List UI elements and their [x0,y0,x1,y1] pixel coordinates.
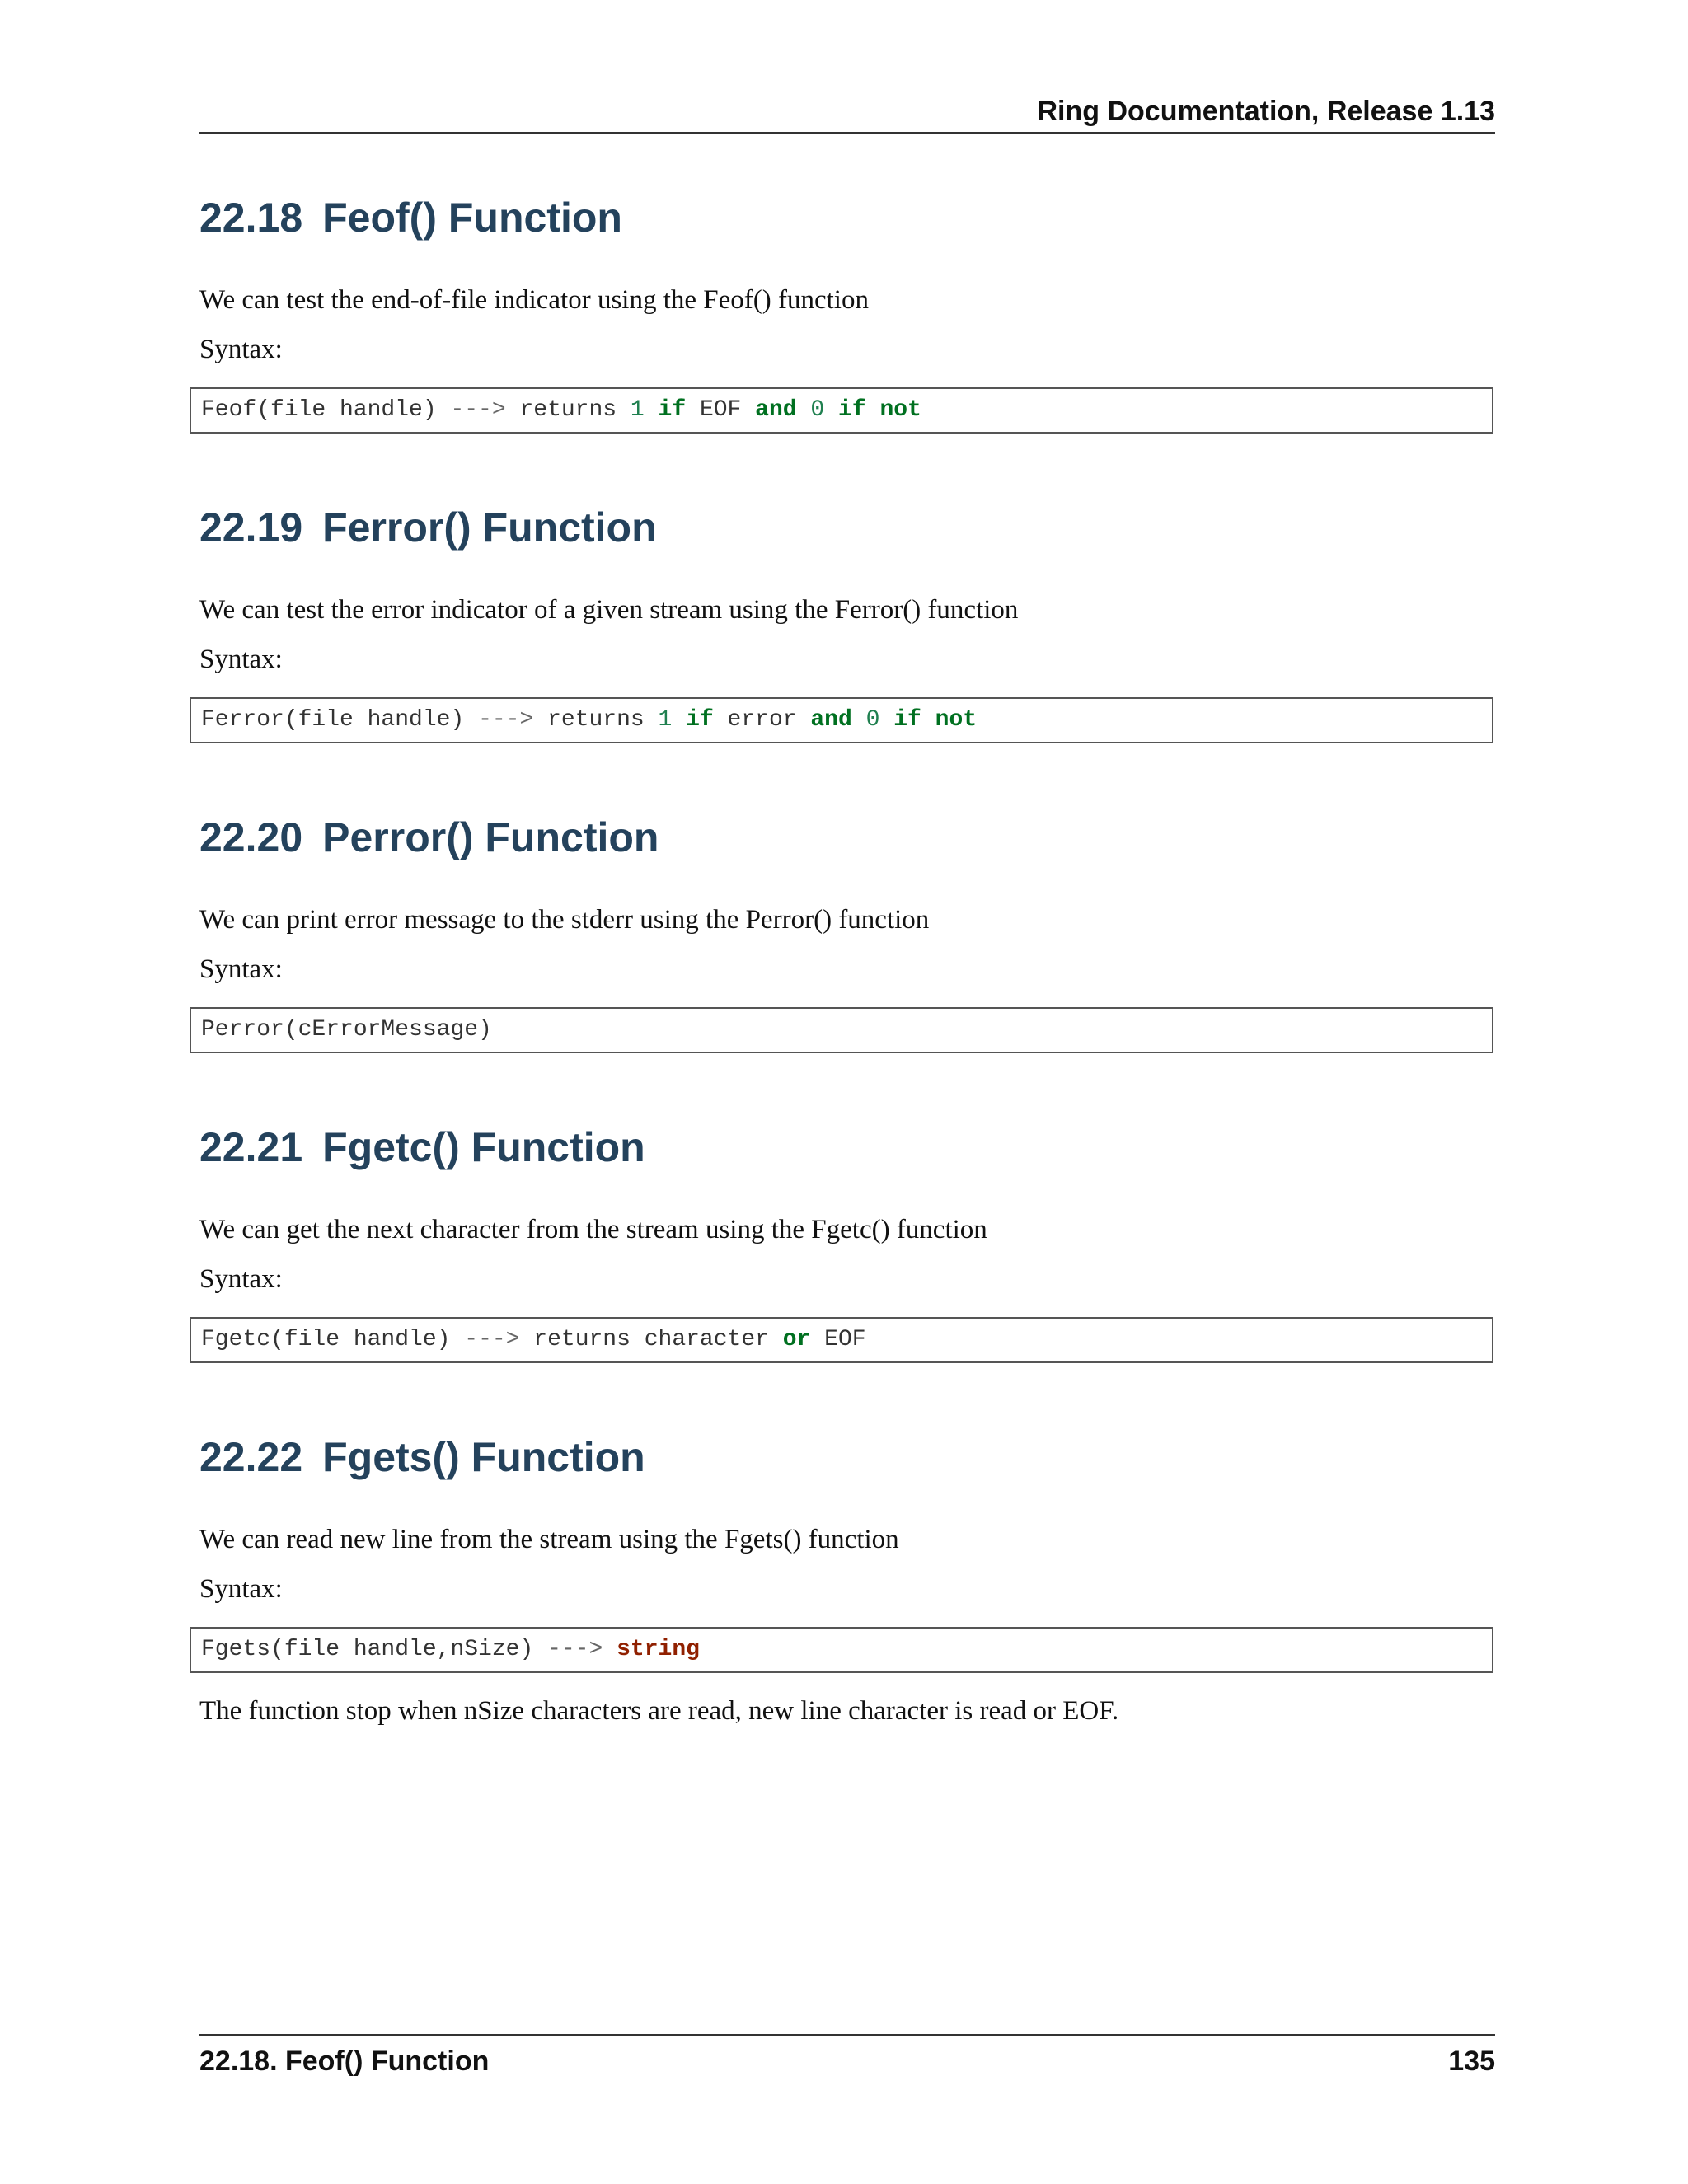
code-block [190,387,1493,434]
section-title: Ferror() Function [322,504,657,551]
section-description: We can test the end-of-file indicator using the Feof() function [199,285,869,315]
code-token-num: 0 [865,707,880,733]
page-footer [199,2034,1495,2077]
section-description: We can print error message to the stderr using the Perror() function [199,905,930,935]
code-token-plain [866,397,880,423]
section-number: 22.21 [199,1124,303,1170]
syntax-label: Syntax: [199,644,283,674]
code-token-num: 0 [810,397,825,423]
syntax-label: Syntax: [199,1574,283,1604]
section-title: Perror() Function [322,814,659,860]
section-perror [199,811,1495,1058]
section-heading [199,1121,1495,1174]
code-token-plain: Fgetc(file handle) [201,1327,465,1352]
code-token-plain: Feof(file handle) [201,397,451,423]
code-block [190,1627,1493,1673]
section-fgets [199,1431,1495,1760]
section-description: We can read new line from the stream using the Fgets() function [199,1525,899,1554]
code-token-plain: Fgets(file handle,nSize) [201,1637,548,1662]
document-title: Ring Documentation, Release 1.13 [1037,96,1495,127]
code-token-plain [603,1637,617,1662]
code-token-kw: if [686,707,714,733]
code-token-plain [824,397,838,423]
section-feof [199,191,1495,438]
code-block [190,1317,1493,1363]
code-token-kw: or [782,1327,811,1352]
section-fgetc [199,1121,1495,1368]
code-token-kw: if [838,397,866,423]
section-number: 22.20 [199,814,303,860]
section-description: We can test the error indicator of a given stream using the Ferror() function [199,595,1019,625]
code-token-op: ---> [464,1327,520,1352]
syntax-label: Syntax: [199,335,283,364]
code-token-plain [645,397,659,423]
footer-section-ref: 22.18. Feof() Function [199,2046,490,2077]
section-number: 22.22 [199,1434,303,1480]
code-token-kw: and [755,397,797,423]
section-title: Fgets() Function [322,1434,645,1480]
code-token-plain: Ferror(file handle) [201,707,479,733]
code-token-plain: returns character [519,1327,783,1352]
code-token-plain: EOF [686,397,756,423]
section-heading [199,811,1495,864]
code-token-kw: and [810,707,852,733]
code-token-plain [852,707,866,733]
code-token-op: ---> [450,397,506,423]
code-token-plain: returns [505,397,631,423]
code-token-plain: returns [533,707,659,733]
section-heading [199,1431,1495,1483]
code-token-op: ---> [478,707,534,733]
syntax-label: Syntax: [199,1264,283,1294]
section-heading [199,501,1495,554]
code-token-num: 1 [658,707,673,733]
code-token-plain [672,707,686,733]
section-description: We can get the next character from the stream using the Fgetc() function [199,1215,987,1244]
code-token-plain [797,397,811,423]
code-token-num: 1 [630,397,645,423]
code-token-plain: Perror(cErrorMessage) [201,1017,492,1043]
section-number: 22.18 [199,194,303,241]
code-token-op: ---> [547,1637,603,1662]
page-header [199,92,1495,134]
section-title: Feof() Function [322,194,622,241]
code-block [190,697,1493,743]
page-number: 135 [1448,2046,1495,2077]
code-token-kw: not [879,397,921,423]
code-token-plain: error [713,707,811,733]
code-token-plain [879,707,893,733]
section-heading [199,191,1495,244]
code-token-plain: EOF [810,1327,866,1352]
section-title: Fgetc() Function [322,1124,645,1170]
code-token-kw: not [935,707,978,733]
code-token-plain [921,707,935,733]
code-token-type: string [617,1637,700,1662]
section-ferror [199,501,1495,748]
section-note: The function stop when nSize characters are read, new line character is read or EOF. [199,1696,1119,1726]
code-block [190,1007,1493,1053]
section-number: 22.19 [199,504,303,551]
syntax-label: Syntax: [199,954,283,984]
code-token-kw: if [893,707,921,733]
code-token-kw: if [658,397,687,423]
